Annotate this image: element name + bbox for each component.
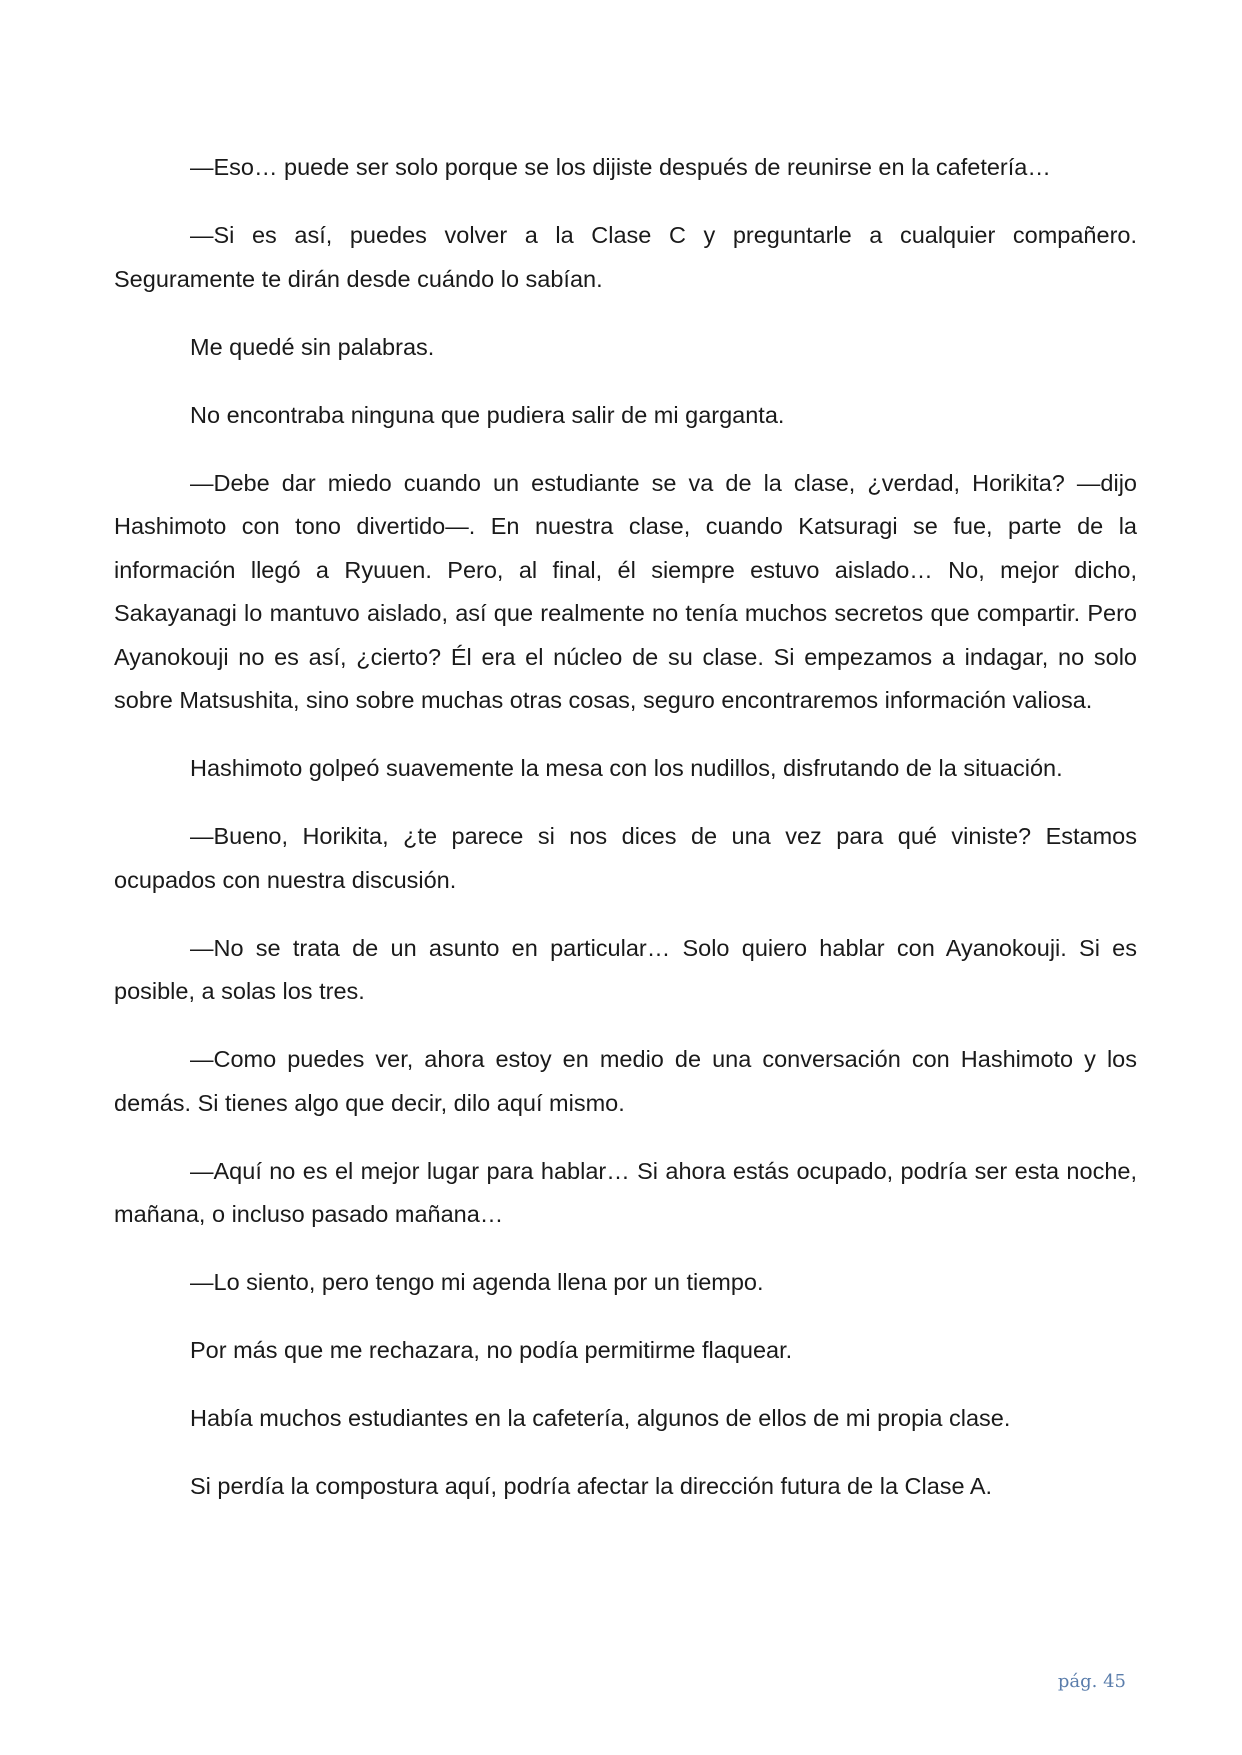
- paragraph: No encontraba ninguna que pudiera salir de mi garganta.: [190, 401, 785, 428]
- paragraph: —Como puedes ver, ahora estoy en medio de una conversación con Hashimoto y los demás. Si tienes algo que decir, dilo aquí mismo.: [114, 1046, 1137, 1116]
- paragraph: —Debe dar miedo cuando un estudiante se va de la clase, ¿verdad, Horikita? —dijo Hashimoto con tono divertido—. En nuestra clase, cuando Katsuragi se fue, parte de la información llegó a Ryuuen. Pero, al final, él siempre estuvo aislado… No, mejor dicho, Sakayanagi lo mantuvo aislado, así que realmente no tenía muchos secretos que compartir. Pero Ayanokouji no es así, ¿cierto? Él era el núcleo de su clase. Si empezamos a indagar, no solo sobre Matsushita, sino sobre muchas otras cosas, seguro encontraremos información valiosa.: [114, 469, 1137, 713]
- paragraph: Si perdía la compostura aquí, podría afectar la dirección futura de la Clase A.: [190, 1473, 993, 1499]
- paragraph: —Si es así, puedes volver a la Clase C y preguntarle a cualquier compañero. Seguramente te dirán desde cuándo lo sabían.: [114, 222, 1137, 292]
- paragraph: Me quedé sin palabras.: [190, 333, 435, 360]
- paragraph: Había muchos estudiantes en la cafetería, algunos de ellos de mi propia clase.: [190, 1405, 1011, 1431]
- paragraph: —Eso… puede ser solo porque se los dijiste después de reunirse en la cafetería…: [190, 154, 1051, 180]
- page-number: pág. 45: [1057, 1671, 1126, 1692]
- paragraph: —Lo siento, pero tengo mi agenda llena por un tiempo.: [190, 1269, 764, 1295]
- paragraph: Hashimoto golpeó suavemente la mesa con los nudillos, disfrutando de la situación.: [190, 755, 1063, 781]
- paragraph: —Bueno, Horikita, ¿te parece si nos dices de una vez para qué viniste? Estamos ocupados con nuestra discusión.: [114, 823, 1137, 893]
- paragraph: —Aquí no es el mejor lugar para hablar… Si ahora estás ocupado, podría ser esta noche, mañana, o incluso pasado mañana…: [114, 1157, 1137, 1227]
- body-text: [114, 146, 1137, 1533]
- paragraph: —No se trata de un asunto en particular… Solo quiero hablar con Ayanokouji. Si es posible, a solas los tres.: [114, 934, 1137, 1004]
- paragraph: Por más que me rechazara, no podía permitirme flaquear.: [190, 1337, 793, 1363]
